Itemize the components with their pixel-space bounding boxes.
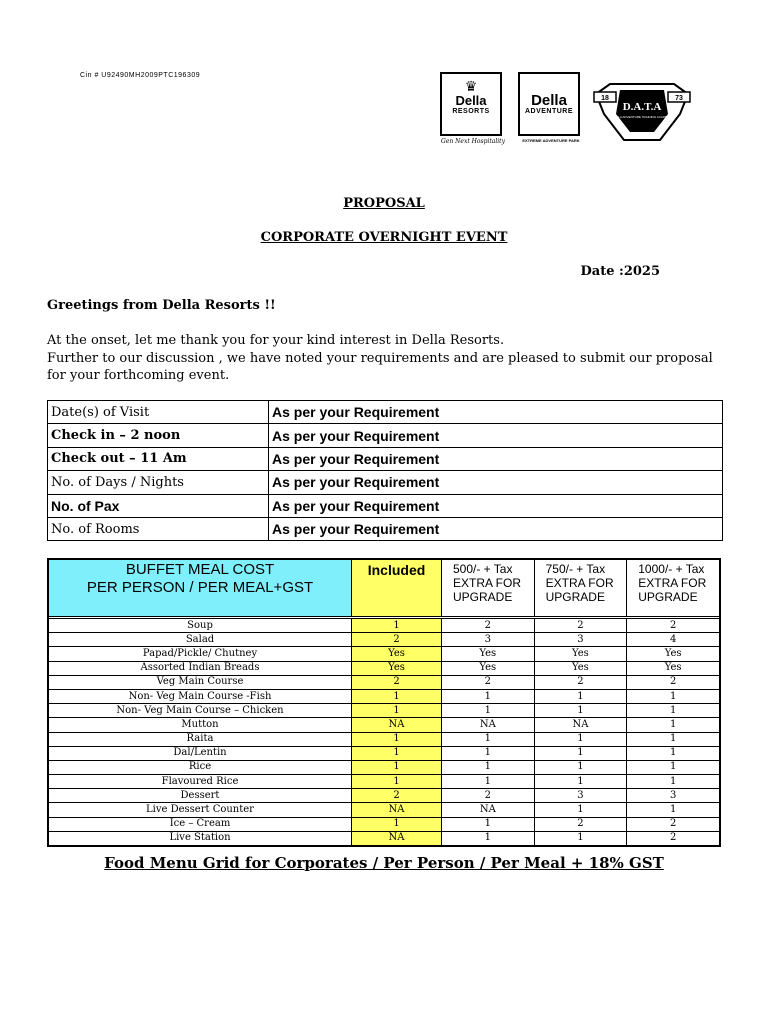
della-adventure-logo: Della ADVENTURE: [518, 72, 580, 136]
table-row: [48, 647, 720, 661]
intro-paragraph: [47, 332, 727, 385]
menu-item-name: Mutton: [48, 718, 352, 732]
table-row: [48, 803, 720, 817]
table-row: [48, 401, 723, 424]
table-row: [48, 517, 723, 540]
included-value: 2: [352, 633, 442, 647]
upgrade-value: Yes: [627, 661, 720, 675]
logo-group: [440, 72, 700, 152]
menu-item-name: Raita: [48, 732, 352, 746]
upgrade-value: Yes: [534, 661, 627, 675]
included-value: NA: [352, 831, 442, 846]
included-value: 1: [352, 689, 442, 703]
detail-value: As per your Requirement: [269, 424, 723, 447]
upgrade-value: Yes: [442, 647, 535, 661]
upgrade-value: 3: [442, 633, 535, 647]
upgrade-value: 1: [442, 831, 535, 846]
menu-item-name: Soup: [48, 619, 352, 633]
upgrade-value: 1: [627, 704, 720, 718]
upgrade-value: 2: [534, 675, 627, 689]
included-value: 1: [352, 775, 442, 789]
data-logo-left-number: 18: [601, 95, 609, 102]
proposal-date: Date :2025: [580, 264, 660, 279]
included-value: Yes: [352, 661, 442, 675]
upgrade-value: 4: [627, 633, 720, 647]
included-value: 1: [352, 619, 442, 633]
included-value: 1: [352, 817, 442, 831]
upgrade-value: 1: [627, 746, 720, 760]
data-logo-subtitle: DELLA ADVENTURE TRAINING ACADEMY: [612, 115, 672, 119]
table-row: [48, 746, 720, 760]
table-row: [48, 661, 720, 675]
included-value: 1: [352, 704, 442, 718]
upgrade-value: 1: [627, 689, 720, 703]
upgrade-value: 1: [627, 732, 720, 746]
included-value: 1: [352, 746, 442, 760]
included-value: 1: [352, 760, 442, 774]
buffet-menu-table: [47, 558, 721, 847]
menu-item-name: Salad: [48, 633, 352, 647]
detail-label: No. of Rooms: [48, 517, 269, 540]
upgrade-value: NA: [534, 718, 627, 732]
menu-item-name: Non- Veg Main Course -Fish: [48, 689, 352, 703]
resorts-tagline: Gen Next Hospitality: [441, 138, 505, 145]
menu-item-name: Rice: [48, 760, 352, 774]
upgrade-value: 2: [627, 831, 720, 846]
upgrade-value: NA: [442, 718, 535, 732]
table-row: [48, 775, 720, 789]
upgrade-value: 1: [534, 803, 627, 817]
menu-item-name: Veg Main Course: [48, 675, 352, 689]
upgrade-value: 1: [442, 704, 535, 718]
detail-label: No. of Pax: [48, 494, 269, 517]
menu-header-row: [48, 559, 720, 617]
detail-value: As per your Requirement: [269, 494, 723, 517]
upgrade-value: Yes: [534, 647, 627, 661]
included-value: 1: [352, 732, 442, 746]
greeting: Greetings from Della Resorts !!: [47, 298, 276, 313]
upgrade-value: 1: [442, 817, 535, 831]
upgrade-value: 1: [534, 746, 627, 760]
table-row: [48, 831, 720, 846]
menu-item-name: Non- Veg Main Course – Chicken: [48, 704, 352, 718]
upgrade-500-header: 500/- + Tax EXTRA FOR UPGRADE: [442, 559, 535, 617]
menu-item-name: Papad/Pickle/ Chutney: [48, 647, 352, 661]
table-row: [48, 447, 723, 470]
table-row: [48, 760, 720, 774]
table-row: [48, 689, 720, 703]
upgrade-value: 2: [627, 619, 720, 633]
data-academy-logo: [590, 74, 694, 146]
intro-line: At the onset, let me thank you for your kind interest in Della Resorts.: [47, 333, 505, 348]
table-row: [48, 619, 720, 633]
upgrade-value: 3: [534, 633, 627, 647]
upgrade-value: 2: [442, 619, 535, 633]
included-header: Included: [352, 559, 442, 617]
table-row: [48, 817, 720, 831]
upgrade-value: 1: [534, 831, 627, 846]
upgrade-value: 1: [442, 732, 535, 746]
detail-label: No. of Days / Nights: [48, 471, 269, 494]
upgrade-1000-header: 1000/- + Tax EXTRA FOR UPGRADE: [627, 559, 720, 617]
upgrade-value: 2: [534, 817, 627, 831]
table-row: [48, 675, 720, 689]
table-row: [48, 633, 720, 647]
upgrade-value: 1: [627, 803, 720, 817]
menu-item-name: Dessert: [48, 789, 352, 803]
included-value: 2: [352, 675, 442, 689]
table-row: [48, 732, 720, 746]
menu-footer-caption: Food Menu Grid for Corporates / Per Person / Per Meal + 18% GST: [104, 854, 664, 872]
detail-label: Check out – 11 Am: [48, 447, 269, 470]
detail-value: As per your Requirement: [269, 471, 723, 494]
upgrade-value: 2: [627, 817, 720, 831]
upgrade-value: 1: [442, 746, 535, 760]
table-row: [48, 494, 723, 517]
included-value: Yes: [352, 647, 442, 661]
upgrade-value: 2: [442, 789, 535, 803]
table-row: [48, 471, 723, 494]
upgrade-value: 3: [534, 789, 627, 803]
upgrade-value: 1: [442, 775, 535, 789]
upgrade-value: 1: [627, 760, 720, 774]
upgrade-value: 1: [442, 760, 535, 774]
upgrade-value: 2: [442, 675, 535, 689]
adventure-tagline: EXTREME ADVENTURE PARK: [522, 138, 580, 143]
included-value: 2: [352, 789, 442, 803]
detail-label: Date(s) of Visit: [48, 401, 269, 424]
upgrade-value: 1: [534, 775, 627, 789]
upgrade-value: 1: [534, 760, 627, 774]
menu-item-name: Assorted Indian Breads: [48, 661, 352, 675]
upgrade-value: NA: [442, 803, 535, 817]
menu-item-name: Live Station: [48, 831, 352, 846]
data-logo-right-number: 73: [675, 95, 683, 102]
della-resorts-logo: ♛ Della RESORTS: [440, 72, 502, 136]
detail-label: Check in – 2 noon: [48, 424, 269, 447]
data-logo-title: D.A.T.A: [622, 101, 662, 113]
event-details-table: [47, 400, 723, 541]
included-value: NA: [352, 718, 442, 732]
menu-item-name: Live Dessert Counter: [48, 803, 352, 817]
upgrade-value: 1: [534, 704, 627, 718]
menu-item-name: Flavoured Rice: [48, 775, 352, 789]
lion-emblem-icon: ♛: [464, 78, 478, 94]
upgrade-value: Yes: [627, 647, 720, 661]
upgrade-value: 1: [534, 732, 627, 746]
table-row: [48, 789, 720, 803]
buffet-cost-header: BUFFET MEAL COST PER PERSON / PER MEAL+GST: [48, 559, 352, 617]
intro-line: Further to our discussion , we have noted your requirements and are pleased to submit our proposal for your forthcoming event.: [47, 350, 713, 383]
upgrade-value: 2: [627, 675, 720, 689]
upgrade-value: 1: [627, 775, 720, 789]
upgrade-value: 3: [627, 789, 720, 803]
detail-value: As per your Requirement: [269, 447, 723, 470]
upgrade-value: 1: [442, 689, 535, 703]
upgrade-value: Yes: [442, 661, 535, 675]
upgrade-value: 1: [534, 689, 627, 703]
table-row: [48, 718, 720, 732]
menu-item-name: Ice – Cream: [48, 817, 352, 831]
menu-item-name: Dal/Lentin: [48, 746, 352, 760]
page-title: PROPOSAL: [343, 196, 425, 211]
menu-body: [48, 617, 720, 847]
upgrade-value: 2: [534, 619, 627, 633]
table-row: [48, 704, 720, 718]
cin-number: Cin # U92490MH2009PTC196309: [80, 72, 201, 79]
upgrade-750-header: 750/- + Tax EXTRA FOR UPGRADE: [534, 559, 627, 617]
detail-value: As per your Requirement: [269, 517, 723, 540]
upgrade-value: 1: [627, 718, 720, 732]
table-row: [48, 424, 723, 447]
detail-value: As per your Requirement: [269, 401, 723, 424]
included-value: NA: [352, 803, 442, 817]
page-subtitle: CORPORATE OVERNIGHT EVENT: [260, 230, 508, 245]
